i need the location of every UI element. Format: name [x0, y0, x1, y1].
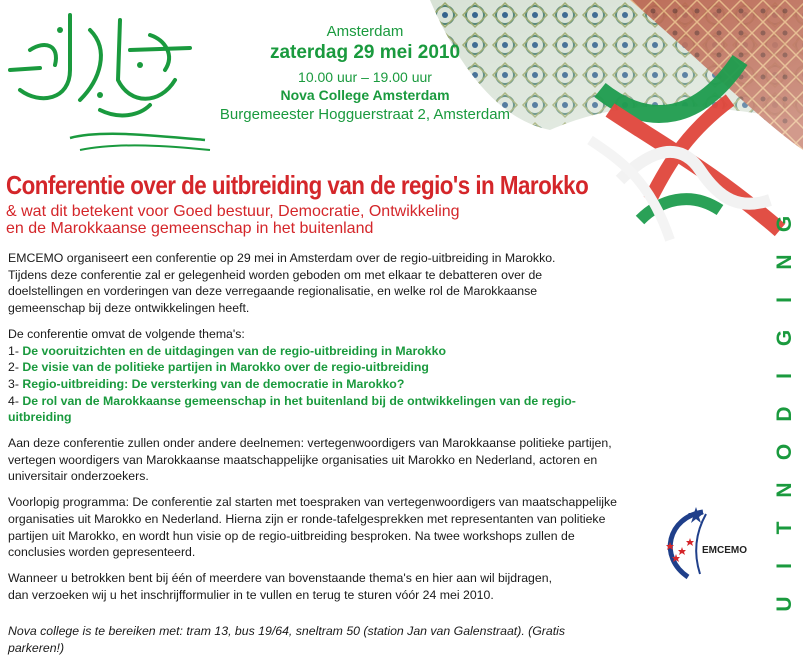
- event-time: 10.00 uur – 19.00 uur: [298, 69, 432, 85]
- theme-text: Regio-uitbreiding: De versterking van de democratie in Marokko?: [22, 376, 405, 391]
- vertical-letter: G: [773, 215, 796, 233]
- emcemo-logo-icon: [648, 502, 768, 582]
- intro-paragraph: EMCEMO organiseert een conferentie op 29 mei in Amsterdam over de regio-uitbreiding in Marokko. Tijdens deze conferentie zal er gelegenheid worden geboden om met elkaar te debatteren over de doelstellingen en vorderingen van deze verregaande regionalisatie, en welke rol de Marokkaanse gemeenschap bij deze ontwikkelingen heeft.: [8, 251, 556, 316]
- vertical-letter: I: [773, 563, 796, 569]
- event-address: Burgemeester Hogguerstraat 2, Amsterdam: [219, 106, 511, 123]
- page-title: Conferentie over de uitbreiding van de regio's in Marokko: [6, 170, 589, 200]
- theme-item: [8, 359, 620, 376]
- theme-number: 2-: [8, 360, 23, 375]
- event-details: [200, 23, 530, 124]
- theme-number: 1-: [8, 343, 23, 358]
- subtitle-line-1: & wat dit betekent voor Goed bestuur, Democratie, Ontwikkeling: [6, 203, 460, 220]
- vertical-letter: O: [773, 443, 796, 461]
- vertical-letter: G: [773, 329, 796, 347]
- theme-text: De visie van de politieke partijen in Marokko over de regio-uitbreiding: [22, 360, 429, 375]
- registration-line-1: Wanneer u betrokken bent bij één of meerdere van bovenstaande thema's en hier aan wil bijdragen,: [8, 570, 552, 585]
- body-content: [8, 250, 620, 666]
- theme-text: De rol van de Marokkaanse gemeenschap in het buitenland bij de ontwikkelingen van de regio-uitbreiding: [8, 393, 576, 425]
- theme-text: De vooruitzichten en de uitdagingen van de regio-uitbreiding in Marokko: [22, 343, 446, 358]
- vertical-letter: T: [773, 521, 796, 535]
- participants-paragraph: Aan deze conferentie zullen onder andere deelnemen: vertegenwoordigers van Marokkaanse politieke partijen, vertegen woordigers van Marokkaanse maatschappelijke organisaties uit Marokko en Nederland, actoren en universitair onderzoekers.: [8, 436, 612, 484]
- vertical-letter: D: [773, 406, 796, 422]
- event-city: Amsterdam: [326, 23, 404, 40]
- event-venue: Nova College Amsterdam: [280, 87, 450, 103]
- themes-intro: De conferentie omvat de volgende thema's:: [8, 326, 245, 341]
- event-date: zaterdag 29 mei 2010: [269, 42, 461, 63]
- subtitle-line-2: en de Marokkaanse gemeenschap in het buitenland: [6, 220, 374, 237]
- theme-item: [8, 376, 620, 393]
- theme-number: 4-: [8, 393, 23, 408]
- vertical-letter: I: [773, 297, 796, 303]
- vertical-letter: N: [773, 254, 796, 270]
- directions-note: Nova college is te bereiken met: tram 13, bus 19/64, sneltram 50 (station Jan van Galenstraat). (Gratis parkeren!): [8, 624, 566, 656]
- page-subtitle: [6, 203, 566, 237]
- arabic-calligraphy-logo: [0, 10, 215, 160]
- vertical-uitnodiging: [770, 205, 800, 623]
- vertical-letter: I: [773, 373, 796, 379]
- theme-item: [8, 393, 620, 426]
- vertical-letter: U: [773, 596, 796, 612]
- theme-number: 3-: [8, 376, 23, 391]
- registration-line-2: dan verzoeken wij u het inschrijfformulier in te vullen en terug te sturen vóór 24 mei 2010.: [8, 587, 494, 602]
- themes-section: [8, 326, 620, 426]
- theme-item: [8, 343, 620, 360]
- registration-paragraph: [8, 570, 620, 603]
- program-paragraph: Voorlopig programma: De conferentie zal starten met toespraken van vertegenwoordigers van maatschappelijke organisaties uit Marokko en Nederland. Hierna zijn er ronde-tafelgesprekken met representanten van politieke partijen uit Marokko, en wordt hun visie op de regio-uitbreiding besproken. Na twee workshops zullen de conclusies worden gepresenteerd.: [8, 495, 618, 560]
- vertical-letter: N: [773, 482, 796, 498]
- emcemo-logo-text: EMCEMO: [702, 545, 747, 556]
